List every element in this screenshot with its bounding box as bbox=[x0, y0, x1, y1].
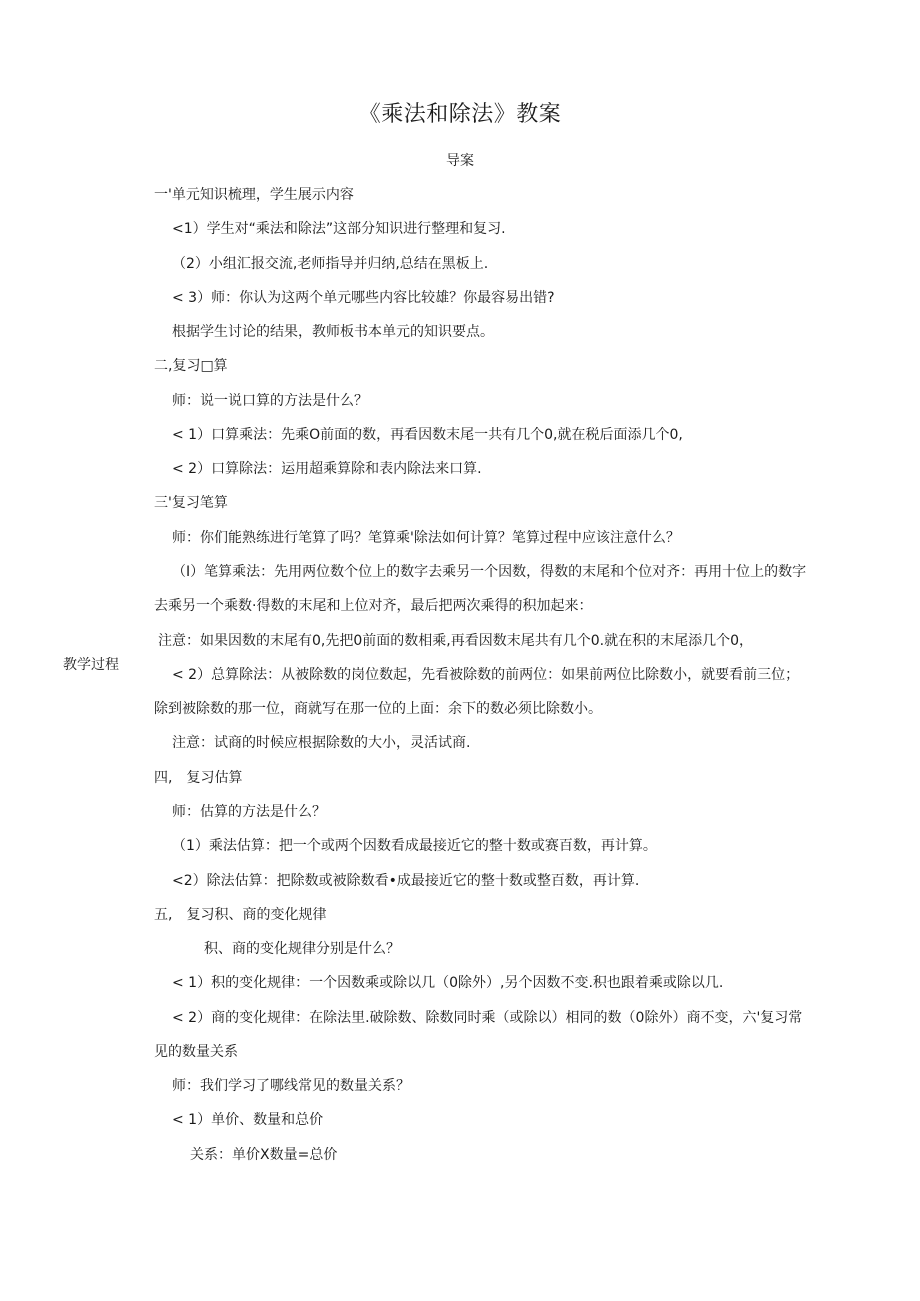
paragraph-line: （1）乘法估算：把一个或两个因数看成最接近它的整十数或赛百数，再计算。 bbox=[172, 838, 657, 854]
paragraph-line: 五, 复习积、商的变化规律 bbox=[154, 907, 327, 923]
paragraph-line: 积、商的变化规律分别是什么？ bbox=[204, 941, 400, 957]
paragraph-line: 根据学生讨论的结果，教师板书本单元的知识要点。 bbox=[172, 324, 494, 340]
paragraph-line: < 3）师：你认为这两个单元哪些内容比较雄？你最容易出错? bbox=[172, 290, 555, 306]
paragraph-line: <1）学生对“乘法和除法”这部分知识进行整理和复习. bbox=[172, 221, 506, 237]
paragraph-line: 关系：单价X数量=总价 bbox=[190, 1147, 338, 1163]
paragraph-line: （2）小组汇报交流,老师指导并归纳,总结在黑板上. bbox=[172, 256, 489, 272]
paragraph-line: 除到被除数的那一位，商就写在那一位的上面：余下的数必须比除数小。 bbox=[154, 701, 602, 717]
paragraph-line: （I）笔算乘法：先用两位数个位上的数字去乘另一个因数，得数的末尾和个位对齐：再用十位上的数字 bbox=[172, 564, 807, 580]
paragraph-line: 注意：试商的时候应根据除数的大小，灵活试商. bbox=[172, 735, 471, 751]
paragraph-line: 师：我们学习了哪线常见的数量关系？ bbox=[172, 1078, 410, 1094]
paragraph-line: 去乘另一个乘数·得数的末尾和上位对齐，最后把两次乘得的积加起来： bbox=[154, 598, 593, 614]
paragraph-line: < 2）口算除法：运用超乘算除和表内除法来口算. bbox=[172, 461, 482, 477]
paragraph-line: < 1）积的变化规律：一个因数乘或除以几（0除外）,另个因数不变.积也跟着乘或除以几. bbox=[172, 975, 724, 991]
document-subtitle: 导案 bbox=[446, 153, 474, 169]
section-label: 教学过程 bbox=[63, 657, 119, 673]
document-title: 《乘法和除法》教案 bbox=[358, 102, 562, 127]
paragraph-line: 师：说一说口算的方法是什么？ bbox=[172, 393, 368, 409]
paragraph-line: 见的数量关系 bbox=[154, 1044, 238, 1060]
paragraph-line: 一'单元知识梳理，学生展示内容 bbox=[154, 187, 354, 203]
paragraph-line: < 2）商的变化规律：在除法里.破除数、除数同时乘（或除以）相同的数（0除外）商不变，六'复习常 bbox=[172, 1010, 803, 1026]
paragraph-line: 三'复习笔算 bbox=[154, 495, 228, 511]
paragraph-line: 二,复习□算 bbox=[154, 358, 228, 374]
paragraph-line: 师：你们能熟练进行笔算了吗？笔算乘'除法如何计算？笔算过程中应该注意什么？ bbox=[172, 530, 680, 546]
paragraph-line: 四, 复习估算 bbox=[154, 770, 243, 786]
paragraph-line: 注意：如果因数的末尾有0,先把0前面的数相乘,再看因数末尾共有几个0.就在积的末尾添几个0， bbox=[158, 633, 753, 649]
paragraph-line: < 2）总算除法：从被除数的岗位数起，先看被除数的前两位：如果前两位比除数小，就要看前三位； bbox=[172, 667, 800, 683]
paragraph-line: <2）除法估算：把除数或被除数看•成最接近它的整十数或整百数，再计算. bbox=[172, 873, 640, 889]
paragraph-line: < 1）口算乘法：先乘O前面的数，再看因数末尾一共有几个0,就在税后面添几个0, bbox=[172, 427, 683, 443]
paragraph-line: 师：估算的方法是什么？ bbox=[172, 804, 326, 820]
paragraph-line: < 1）单价、数量和总价 bbox=[172, 1112, 324, 1128]
